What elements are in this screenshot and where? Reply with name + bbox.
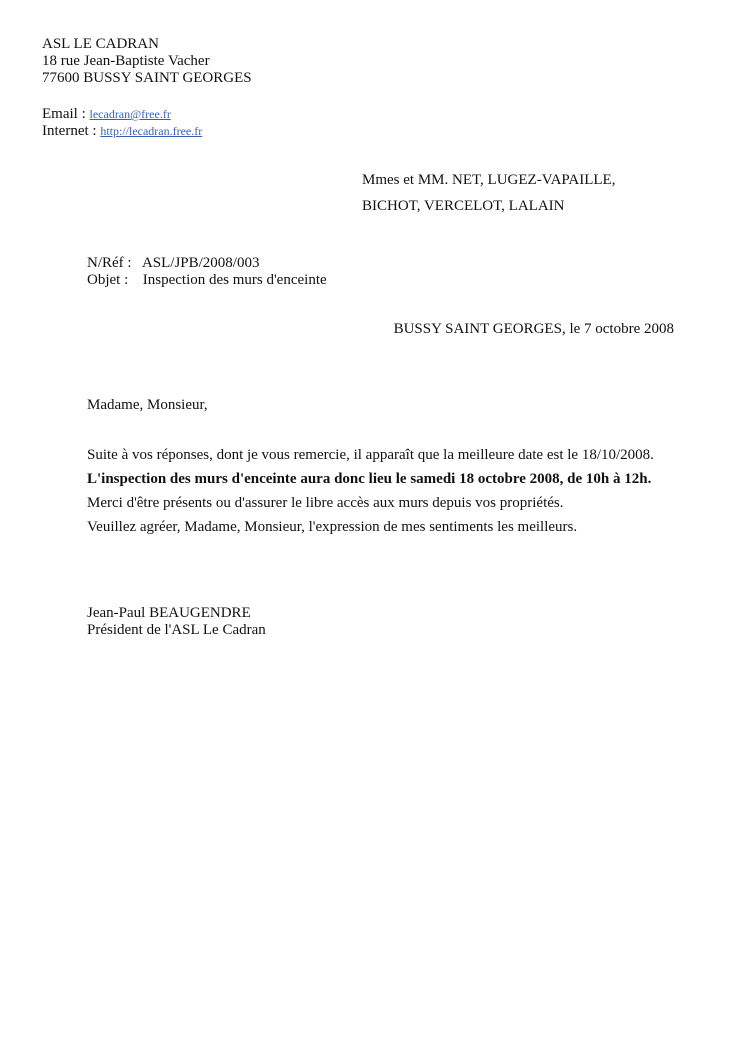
signature-block: [87, 605, 266, 639]
reference-block: [87, 255, 327, 289]
internet-label: Internet :: [42, 123, 97, 139]
signature-title: Président de l'ASL Le Cadran: [87, 622, 266, 638]
reference-value: ASL/JPB/2008/003: [141, 255, 260, 271]
sender-city: 77600 BUSSY SAINT GEORGES: [42, 70, 252, 86]
sender-address: [42, 36, 252, 87]
object-value: Inspection des murs d'enceinte: [142, 272, 327, 288]
email-label: Email :: [42, 106, 86, 122]
place-date-line: BUSSY SAINT GEORGES, le 7 octobre 2008: [393, 321, 674, 337]
recipient-line-2: BICHOT, VERCELOT, LALAIN: [362, 198, 565, 214]
salutation: Madame, Monsieur,: [87, 397, 208, 413]
letter-body: [87, 443, 654, 539]
body-line-3: Merci d'être présents ou d'assurer le libre accès aux murs depuis vos propriétés.: [87, 495, 564, 511]
body-line-2-bold: L'inspection des murs d'enceinte aura donc lieu le samedi 18 octobre 2008, de 10h à 12h.: [87, 471, 652, 487]
body-line-1: Suite à vos réponses, dont je vous remercie, il apparaît que la meilleure date est le 18/10/2008.: [87, 447, 654, 463]
recipient-block: [362, 167, 615, 219]
website-link[interactable]: http://lecadran.free.fr: [100, 124, 203, 138]
sender-name: ASL LE CADRAN: [42, 36, 159, 52]
recipient-line-1: Mmes et MM. NET, LUGEZ-VAPAILLE,: [362, 172, 616, 188]
sender-contact: [42, 106, 202, 140]
sender-street: 18 rue Jean-Baptiste Vacher: [42, 53, 210, 69]
signature-name: Jean-Paul BEAUGENDRE: [87, 605, 251, 621]
object-label: Objet :: [87, 272, 129, 288]
reference-label: N/Réf :: [87, 255, 132, 271]
body-line-4: Veuillez agréer, Madame, Monsieur, l'expression de mes sentiments les meilleurs.: [87, 519, 578, 535]
email-link[interactable]: lecadran@free.fr: [89, 107, 171, 121]
